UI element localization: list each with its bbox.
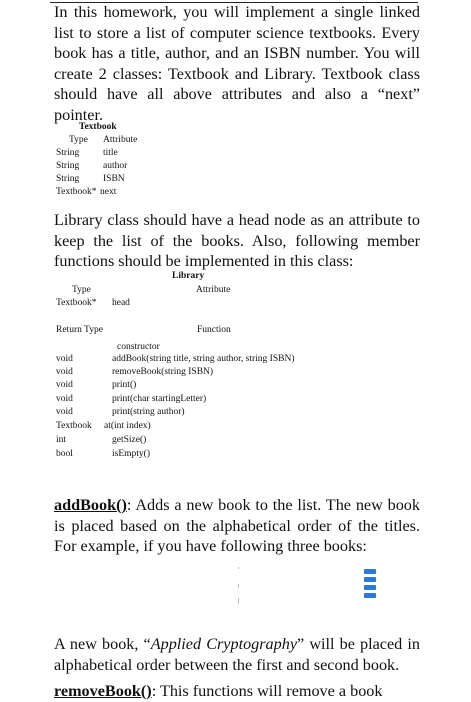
removebook-text: : This functions will remove a book — [151, 682, 383, 700]
addbook-paragraph — [54, 495, 420, 557]
table-row-attr: next — [100, 187, 117, 197]
table-row-attr: title — [103, 148, 118, 158]
library-paragraph: Library class should have a head node as an attribute to keep the list of the books. Also, following member functions should be implemented in this class: — [54, 211, 420, 270]
table-row-return: void — [56, 394, 73, 404]
table-row-attr: head — [112, 298, 130, 308]
removebook-heading: removeBook() — [54, 682, 152, 700]
textbook-col-attr: Attribute — [103, 135, 138, 145]
table-row-return: void — [56, 354, 73, 364]
faint-mark — [238, 598, 239, 604]
textbook-table-title: Textbook — [79, 122, 117, 132]
library-table-title: Library — [172, 271, 205, 281]
library-col-attr: Attribute — [196, 285, 231, 295]
table-row-return: int — [56, 435, 67, 445]
applied-paragraph: A new book, “Applied Cryptography” will be placed in alphabetical order between the first and second book. — [54, 635, 420, 674]
table-row-attr: author — [103, 161, 128, 171]
applied-book-title: Applied Cryptography — [150, 635, 298, 653]
faint-mark — [238, 567, 239, 569]
book-list-image — [364, 569, 376, 601]
table-row-return: void — [56, 367, 73, 377]
table-row-function: getSize() — [112, 435, 147, 445]
table-row-type: String — [56, 174, 80, 184]
table-row-function: print() — [112, 380, 137, 390]
table-row-type: String — [56, 161, 80, 171]
table-row-type: Textbook* — [56, 187, 97, 197]
table-row-attr: ISBN — [103, 174, 125, 184]
table-row-type: String — [56, 148, 80, 158]
table-row-function: addBook(string title, string author, string ISBN) — [112, 354, 295, 364]
table-row-return: Textbook — [56, 421, 92, 431]
table-row-return: void — [56, 380, 73, 390]
library-col-type: Type — [72, 285, 91, 295]
faint-mark — [238, 584, 239, 588]
table-row-function: constructor — [117, 342, 160, 352]
textbook-col-type: Type — [69, 135, 88, 145]
table-row-function: removeBook(string ISBN) — [112, 367, 214, 377]
addbook-text: : Adds a new book to the list. The new book is placed based on the alphabetical order of the titles. For example, if you have following three books: — [54, 496, 420, 555]
table-row-function: print(char startingLetter) — [112, 394, 207, 404]
table-row-function: at(int index) — [104, 421, 151, 431]
addbook-heading: addBook() — [54, 496, 127, 514]
functions-col-return: Return Type — [56, 325, 103, 335]
table-row-function: isEmpty() — [112, 449, 150, 459]
table-row-return: void — [56, 407, 73, 417]
removebook-paragraph — [54, 681, 420, 702]
table-row-function: print(string author) — [112, 407, 185, 417]
table-row-type: Textbook* — [56, 298, 97, 308]
intro-paragraph: In this homework, you will implement a single linked list to store a list of computer science textbooks. Every book has a title, author, and an ISBN number. You will create 2 classes: Textbook and Library. Textbook class should have all above attributes and also a “next” pointer. — [54, 3, 420, 124]
table-row-return: bool — [56, 449, 73, 459]
functions-col-function: Function — [197, 325, 231, 335]
